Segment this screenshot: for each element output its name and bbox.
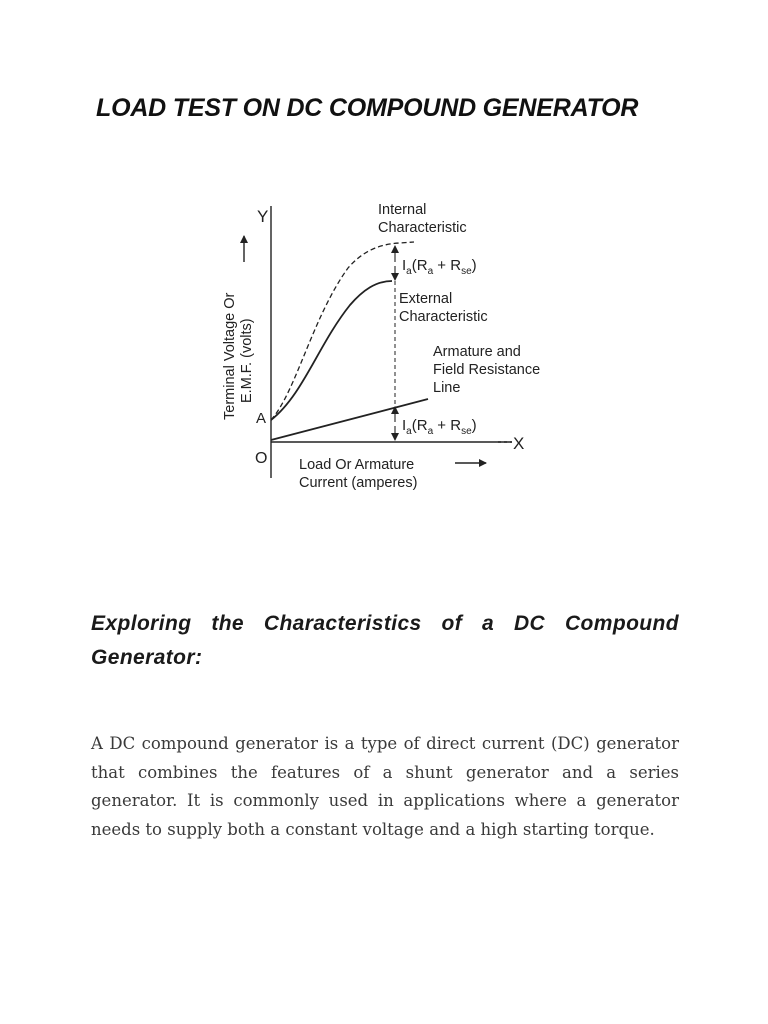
y-axis-title-line2: E.M.F. (volts) xyxy=(239,318,255,403)
y-axis-title-line1: Terminal Voltage Or xyxy=(222,292,238,420)
upper-drop-label: $I_a(R_a + R_{se})$ xyxy=(402,257,477,277)
internal-characteristic-label-line2: Characteristic xyxy=(378,220,467,236)
characteristic-figure xyxy=(200,190,570,500)
x-axis-title-line1: Load Or Armature xyxy=(299,457,415,473)
page-title: LOAD TEST ON DC COMPOUND GENERATOR xyxy=(96,94,639,122)
external-characteristic-label-line2: Characteristic xyxy=(399,309,488,325)
internal-characteristic-label-line1: Internal xyxy=(378,202,427,218)
resistance-line-label-line3: Line xyxy=(433,380,461,396)
internal-characteristic-curve xyxy=(271,242,414,420)
point-a-label: A xyxy=(256,410,267,427)
characteristic-diagram xyxy=(200,190,570,500)
x-axis-letter: X xyxy=(513,434,525,453)
body-paragraph: A DC compound generator is a type of direct current (DC) generator that combines the features of a shunt generator and a series generator. It is commonly used in applications where a generator needs to supply both a constant voltage and a high starting torque. xyxy=(91,734,679,839)
origin-label: O xyxy=(255,450,268,467)
resistance-line-label-line1: Armature and xyxy=(433,344,521,360)
y-axis-letter: Y xyxy=(257,207,269,226)
external-characteristic-label-line1: External xyxy=(399,291,453,307)
resistance-line-label-line2: Field Resistance xyxy=(433,362,541,378)
section-heading: Exploring the Characteristics of a DC Compound Generator: xyxy=(91,612,679,669)
lower-drop-label: $I_a(R_a + R_{se})$ xyxy=(402,417,477,437)
external-characteristic-curve xyxy=(271,281,392,420)
x-axis-title-line2: Current (amperes) xyxy=(299,475,418,491)
